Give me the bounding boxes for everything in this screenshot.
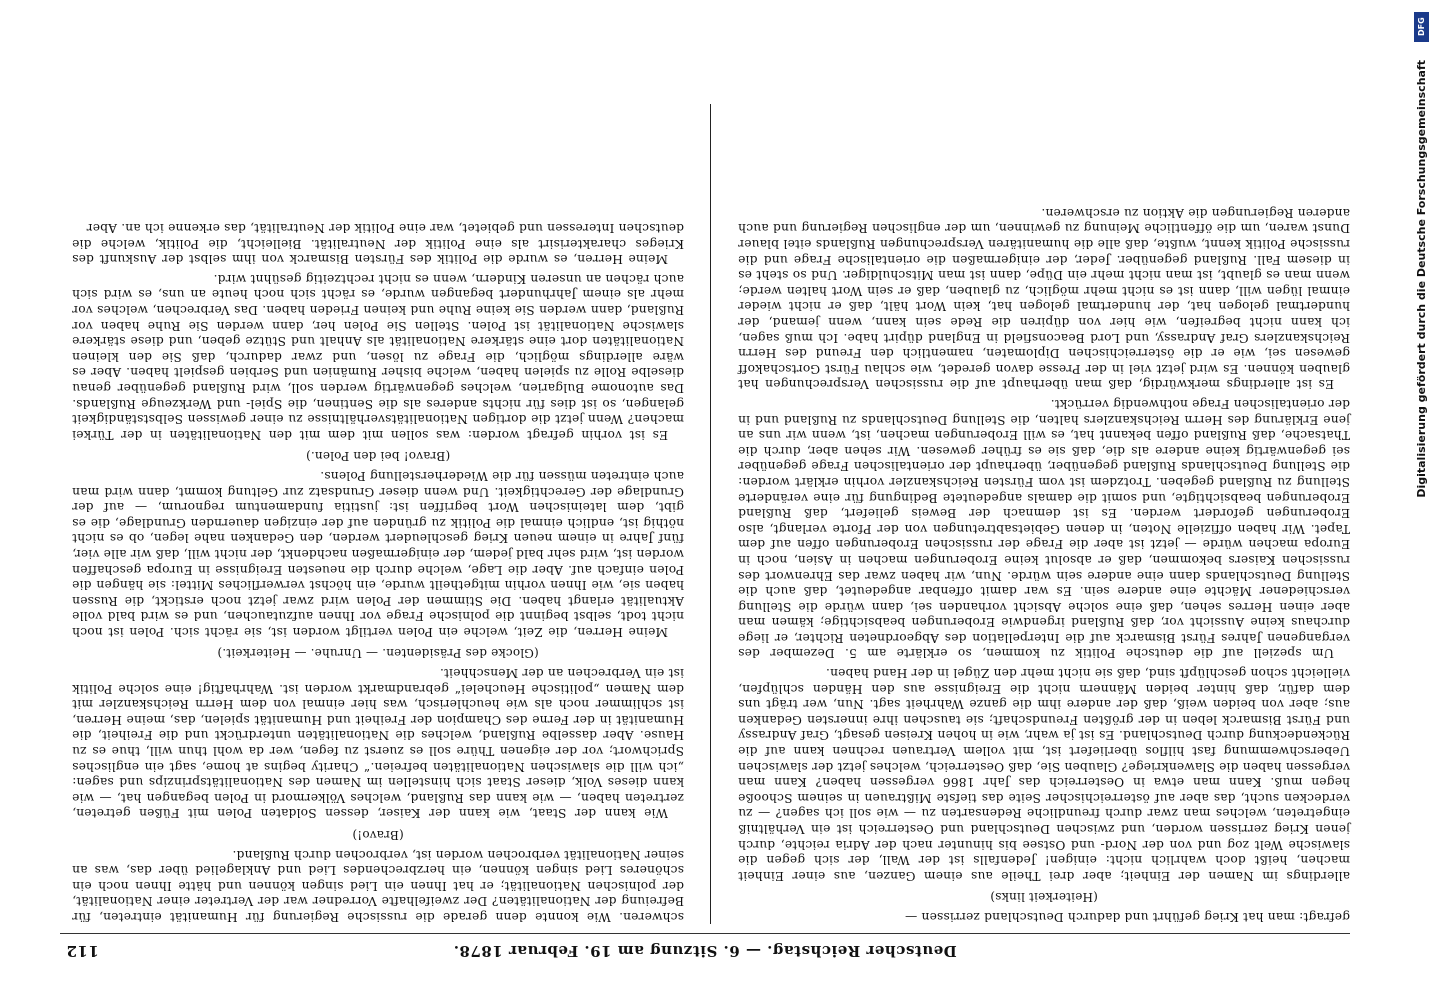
page-number: 112 [66, 942, 99, 960]
side-strip [1410, 0, 1432, 1000]
paragraph: schweren. Wie konnte denn gerade die russische Regierung für Humanität eintreten, für Befreiung der Nationalitäten? Der zweifelhafte Vorredner war der Vertreter einer Nationalität, der polnischen Nationalität; er hat Ihnen ein Lied singen können und hätte Ihnen noch ein schöneres Lied singen können, ein herzbrechendes Lied und Anklagelied über das, was an seiner Nationalität verbrochen worden ist, verbrochen durch Rußland. [72, 847, 684, 924]
parenthetical-note: (Bravo! bei den Polen.) [305, 449, 451, 464]
dfg-logo: DFG [1414, 12, 1429, 42]
digitization-credit: Digitalisierung gefördert durch die Deutsche Forschungsgemeinschaft [1415, 60, 1428, 498]
header-rule [60, 933, 1350, 934]
parenthetical-note: (Heiterkeit links) [990, 890, 1098, 905]
rotated-page-content [60, 100, 1350, 960]
running-head: Deutscher Reichstag. — 6. Sitzung am 19. Februar 1878. [453, 942, 957, 960]
page-header [60, 938, 1350, 960]
left-column [738, 200, 1350, 924]
paragraph: Es ist vorhin gefragt worden: was sollen mit dem mit den Nationalitäten in der Türkei machen? Wenn jetzt die dortigen Nationalitätsverhältnisse zu einer gewissen Selbstständigkeit gelangen, so ist dies für nichts anderes als die Sentinen, die Spiel- und Werkzeuge Rußlands. Das autonome Bulgarien, welches gegenwärtig werden soll, wird Rußland gegenüber genau dieselbe Rolle zu spielen haben, welche bisher Rumänien und Serbien gespielt haben. Aber es wäre allerdings möglich, die Frage zu lösen, und zwar dadurch, daß Sie den kleinen Nationalitäten dort eine stärkere Nationalität als Anhalt und Stütze geben, und diese stärkere slawische Nationalität ist Polen. Stellen Sie Polen her, dann werden Sie Ruhe haben vor Rußland, dann werden Sie keine Ruhe und keinen Frieden haben. Das Verbrechen, welches vor mehr als einem Jahrhundert begangen wurde, es rächt sich noch heute an uns, es wird sich auch rächen an unseren Kindern, wenn es nicht rechtzeitig gesühnt wird. [72, 271, 684, 442]
paragraph: Es ist allerdings merkwürdig, daß man überhaupt auf die russischen Versprechungen hat glauben können. Es wird jetzt viel in der Presse davon geredet, wie schlau Fürst Gortschakoff gewesen sei, wie er die österreichischen Diplomaten, namentlich den Freund des Herrn Reichskanzlers Graf Andrassy, und Lord Beaconsfield in England düpirt habe. Ich muß sagen, ich kann nicht begreifen, wie hier von düpiren die Rede sein kann, wenn jemand, der hundertmal gelogen hat, der hundertmal gelogen hat, kein Wort hält, daß er nicht wieder einmal lügen will, dann ist es nicht mehr möglich, zu glauben, daß er sein Wort halten werde; wenn man es glaubt, ist man nicht mehr ein Düpe, dann ist man Mitschuldiger. Und so steht es in diesem Fall. Rußland gegenüber. Jeder, der einigermaßen die orientalische Frage und die russische Politik kennt, wußte, daß alle die humanitären Versprechungen Rußlands eitel blauer Dunst waren, um die öffentliche Meinung zu gewinnen, um der englischen Regierung und auch anderen Regierungen die Aktion zu erschweren. [738, 205, 1350, 392]
paragraph: gefragt: man hat Krieg geführt und dadurch Deutschland zerrissen — [904, 910, 1350, 924]
paragraph: Meine Herren, die Zeit, welche ein Polen vertilgt worden ist, sie rächt sich. Polen ist noch nicht todt, selbst beginnt die polnische Frage vor Ihnen aufzutauchen, und es wird bald volle Aktualität erlangt haben. Die Stimmen der Polen wird zwar jetzt noch erstickt, die Russen haben sie, wie Ihnen vorhin mitgetheilt wurde, ein höchst verwerfliches Mittel: sie hängen die Polen einfach auf. Aber die Lage, welche durch die neuesten Ereignisse in Europa geschaffen worden ist, wird sehr bald jedem, der einigermaßen nachdenkt, der nicht will, daß wir alle vier, fünf Jahre in einem neuen Krieg geschleudert werden, den Gedanken nahe legen, ob es nicht nöthig ist, endlich einmal die Politik zu gründen auf der einzigen dauernden Grundlage, die es gibt, dem lateinischen Wort begriffen ist: justitia fundamentum regnorum, — auf der Grundlage der Gerechtigkeit. Und wenn dieser Grundsatz zur Geltung kommt, dann wird man auch eintreten müssen für die Wiederherstellung Polens. [72, 468, 684, 639]
paragraph: Wie kann der Staat, wie kann der Kaiser, dessen Soldaten Polen mit Füßen getreten, zertreten haben, — wie kann das Rußland, welches Völkermord in Polen begangen hat, — wie kann dieses Volk, dieser Staat sich hinstellen im Namen des Nationalitätsprinzips und sagen: „ich will die slawischen Nationalitäten befreien.“ Charity begins at home, sagt ein englisches Sprichwort; vor der eigenen Thüre soll es zuerst zu fegen, wer da wohl thun will, thue es zu Hause. Aber dasselbe Rußland, welches die Nationalitäten unterdrückt und die Freiheit, die Humanität in der Ferne des Champion der Freiheit und Humanität spielen, das, meine Herren, ist schlimmer noch als wie heuchlerisch, was hier einmal von dem Herrn Reichskanzler mit dem Namen „politische Heuchelei“ gebrandmarkt worden ist. Wahrhaftig! eine solche Politik ist ein Verbrechen an der Menschheit. [72, 666, 684, 821]
parenthetical-note: (Bravo!) [352, 828, 404, 843]
column-divider [710, 104, 711, 924]
right-column [72, 215, 684, 924]
paragraph: Um speziell auf die deutsche Politik zu kommen, so erklärte am 5. Dezember des vergangenen Jahres Fürst Bismarck auf die Interpellation des Abgeordneten Richter, er liege durchaus keine Aussicht vor, daß Rußland irgendwie Eroberungen beabsichtige; kämen man aber einen Herres sehen, daß eine solche Absicht vorhanden sei, dann würde die Stellung verschiedener Mächte eine andere sein. Es war damit offenbar angedeutet, daß auch die Stellung Deutschlands dann eine andere sein würde. Nun, wir haben zwar das Ehrenwort des russischen Kaisers bekommen, daß er absolut keine Eroberungen machen in Asien, noch in Europa machen würde — jetzt ist aber die Frage der russischen Eroberungen offen auf dem Tapet. Wir haben offizielle Noten, in denen Gebietsabtretungen von der Pforte verlangt, also Eroberungen gefordert werden. Es ist demnach der Beweis geliefert, daß Rußland Eroberungen beabsichtigte, und somit die damals angedeutete Bedingung für eine veränderte Stellung zu Rußland gegeben. Trotzdem ist vom Fürsten Reichskanzler vorhin erklärt worden: die Stellung Deutschlands Rußland gegenüber, überhaupt der orientalischen Frage gegenüber sei gegenwärtig keine andere als die, daß sie es früher gewesen. Wir sehen aber, durch die Thatsache, daß Rußland offen bekannt hat, es will Eroberungen machen, ist, wenn wir uns an jene Erklärung des Herrn Reichskanzlers halten, die Stellung Deutschlands zu Rußland und in der orientalischen Frage nothwendig verrückt. [738, 397, 1350, 661]
paragraph: Meine Herren, es wurde die Politik des Fürsten Bismarck von ihm selbst der Auskunft des Krieges charakterisirt als eine Politik der Neutralität. Bielleicht, die Politik, welche die deutschen Interessen und gebietet, war eine Politik der Neutralität, das erkenne ich an. Aber [72, 221, 684, 267]
paragraph: allerdings im Namen der Einheit; aber drei Theile aus einem Ganzen, aus einer Einheit machen, heißt doch wahrlich nicht: einigen! Jedenfalls ist der Wall, der sich gegen die slawische Welt zog und von der Nord- und Ostsee bis hinunter nach der Adria reichte, durch jenen Krieg zerrissen worden, und zwischen Deutschland und Oesterreich ist ein Verhältniß eingetreten, welches man zwar durch freundliche Redensarten zu — wie soll ich sagen? — zu verdecken sucht, das aber auf österreichischer Seite das tiefste Mißtrauen in seinem Schooße hegen muß. Kann man etwa in Oesterreich das Jahr 1866 vergessen haben? Kann man vergessen haben die Slawenkriege? Glauben Sie, daß Oesterreich, welches jetzt der slawischen Ueberschwemmung fast hilflos überliefert ist, mit vollem Vertrauen rechnen kann auf die Rückendeckung durch Deutschland. Es ist ja wahr, wie in hohen Kreisen gesagt, Graf Andrassy und Fürst Bismarck leben in der größten Freundschaft; sie tauschen ihre innersten Gedanken aus; aber von beiden weiß, daß der andere ihm die ganze Wahrheit sagt. Nun, wer trägt uns dem dafür, daß hinter beiden Männern nicht die Ereignisse aus den Händen schlüpfen, vielleicht schon geschlüpft sind, daß sie nicht mehr den Zügel in der Hand haben. [738, 666, 1350, 883]
parenthetical-note: (Glocke des Präsidenten. — Unruhe. — Heiterkeit.) [217, 646, 539, 661]
